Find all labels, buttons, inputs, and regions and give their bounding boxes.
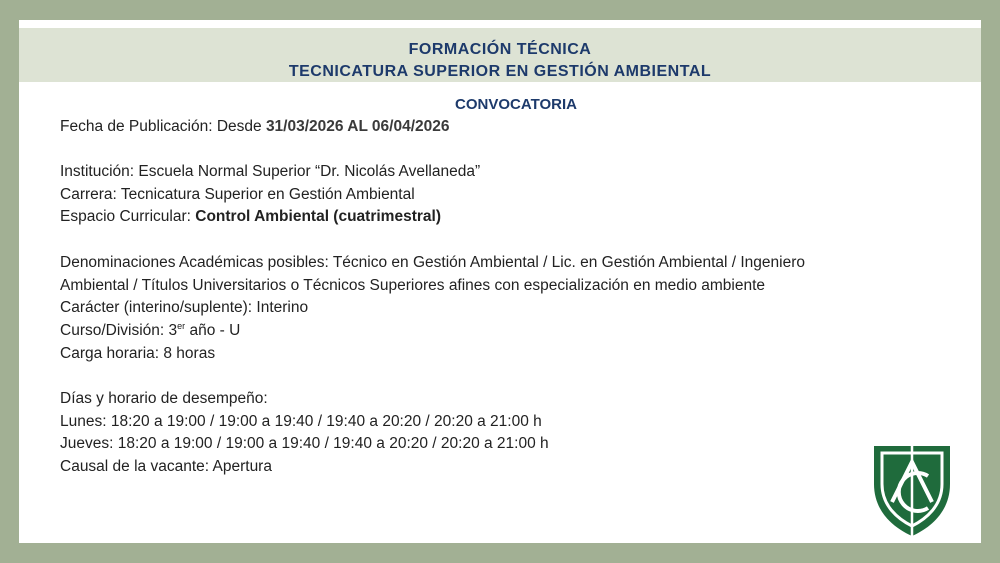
course-prefix: Curso/División: 3 xyxy=(60,322,178,339)
publication-label: Fecha de Publicación: Desde xyxy=(60,118,266,135)
club-crest-logo xyxy=(870,440,954,538)
curricular-value: Control Ambiental (cuatrimestral) xyxy=(195,208,441,225)
curricular-space xyxy=(60,207,441,227)
convocatoria-title: CONVOCATORIA xyxy=(455,96,577,113)
workload-line: Carga horaria: 8 horas xyxy=(60,345,216,362)
course-line xyxy=(60,321,240,341)
course-suffix: año - U xyxy=(185,322,241,339)
publication-value: 31/03/2026 AL 06/04/2026 xyxy=(265,118,450,135)
denominations-line1: Denominaciones Académicas posibles: Técnico en Gestión Ambiental / Lic. en Gestión Ambiental / Ingeniero xyxy=(60,254,805,271)
vacancy-cause: Causal de la vacante: Apertura xyxy=(60,458,272,475)
header-band xyxy=(19,28,981,82)
header-title-line1: FORMACIÓN TÉCNICA xyxy=(408,41,592,58)
curricular-label: Espacio Curricular: xyxy=(60,208,196,225)
publication-date xyxy=(60,117,450,137)
character-line: Carácter (interino/suplente): Interino xyxy=(60,299,309,316)
slide xyxy=(19,20,981,543)
header-title-line2: TECNICATURA SUPERIOR EN GESTIÓN AMBIENTAL xyxy=(288,63,712,80)
schedule-monday: Lunes: 18:20 a 19:00 / 19:00 a 19:40 / 19:40 a 20:20 / 20:20 a 21:00 h xyxy=(60,413,542,430)
institution-line: Institución: Escuela Normal Superior “Dr. Nicolás Avellaneda” xyxy=(60,163,481,180)
schedule-title: Días y horario de desempeño: xyxy=(60,390,268,407)
career-line: Carrera: Tecnicatura Superior en Gestión Ambiental xyxy=(60,186,415,203)
denominations-line2: Ambiental / Títulos Universitarios o Técnicos Superiores afines con especialización en medio ambiente xyxy=(60,277,766,294)
course-sup: er xyxy=(177,321,186,331)
schedule-thursday: Jueves: 18:20 a 19:00 / 19:00 a 19:40 / 19:40 a 20:20 / 20:20 a 21:00 h xyxy=(60,435,549,452)
